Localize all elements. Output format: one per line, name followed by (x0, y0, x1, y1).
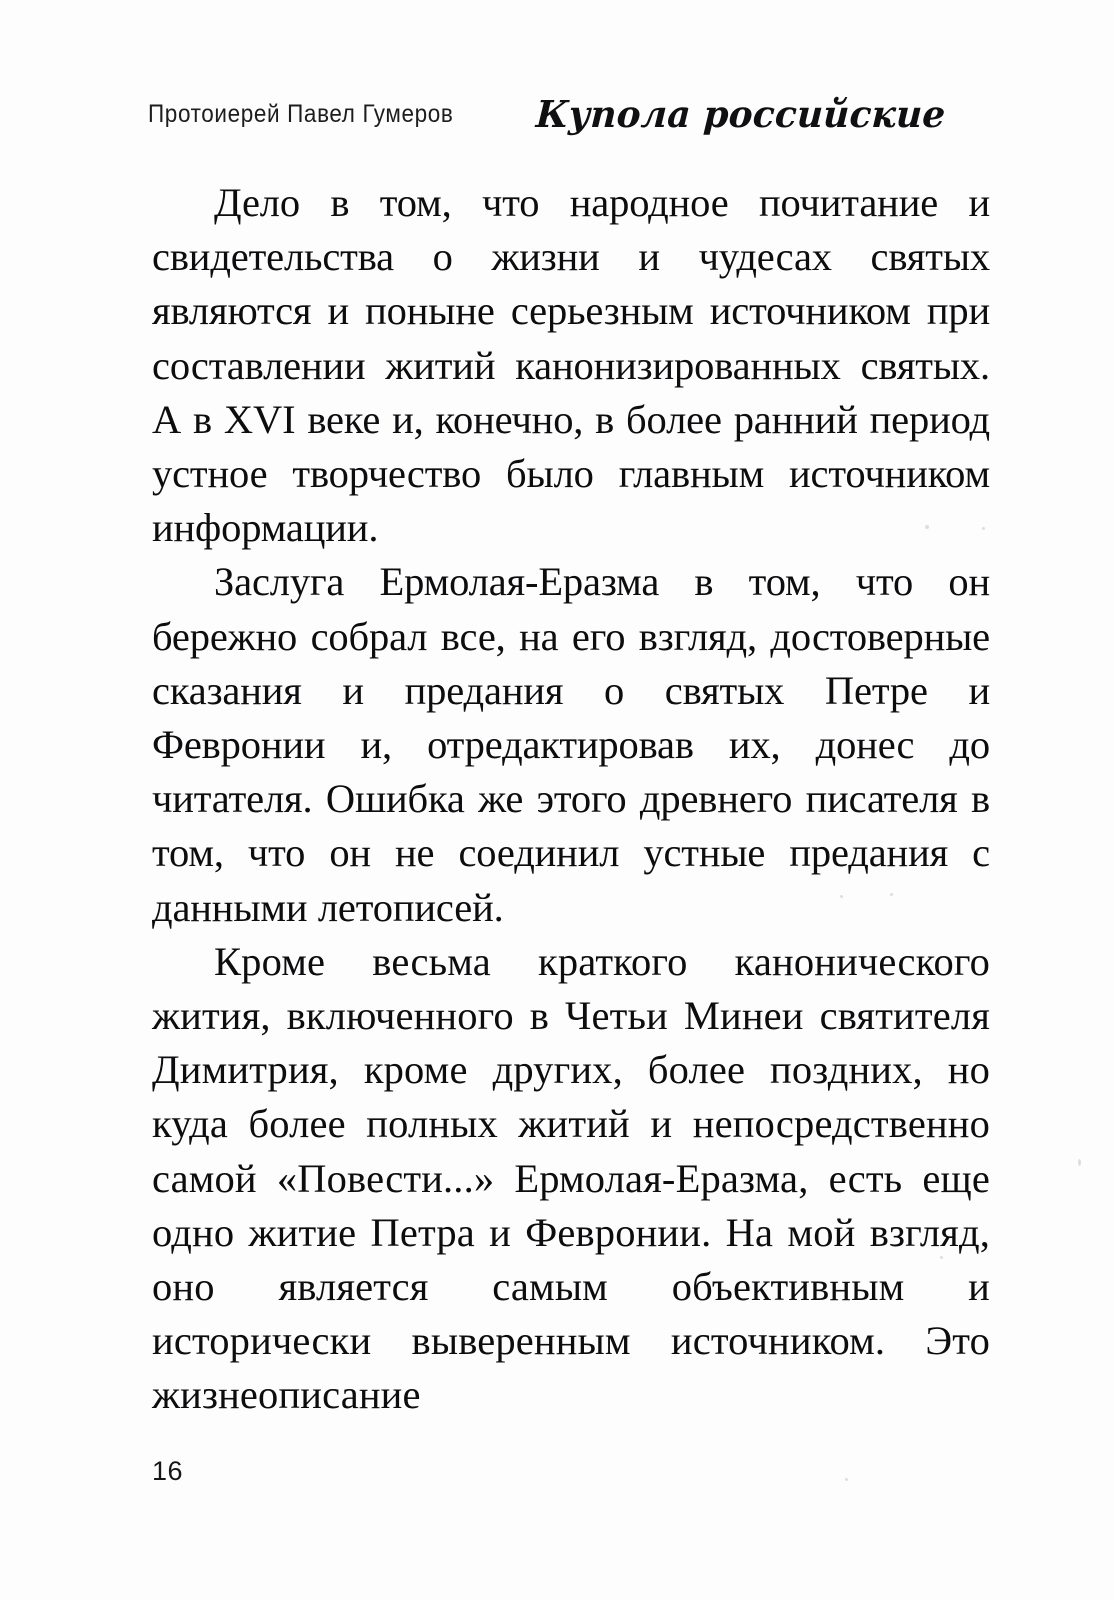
scan-speckle (1078, 1159, 1081, 1166)
paragraph: Заслуга Ермолая-Еразма в том, что он бережно собрал все, на его взгляд, достоверные сказания и предания о святых Петре и Февронии и, отредактировав их, донес до читателя. Ошибка же этого древнего писателя в том, что он не соединил устные предания с данными летописей. (152, 559, 990, 930)
author-name: Протоиерей Павел Гумеров (148, 100, 454, 128)
page-number: 16 (152, 1456, 184, 1486)
scan-speckle (845, 1478, 848, 1481)
paragraph: Кроме весьма краткого канонического жития, включенного в Четьи Минеи святителя Димитрия, кроме других, более поздних, но куда более полных житий и непосредственно самой «Повести...» Ермолая-Еразма, есть еще одно житие Петра и Февронии. На мой взгляд, оно является самым объективным и исторически выверенным источником. Это жизнеописание (152, 938, 990, 1418)
running-head (148, 92, 996, 148)
book-title: Купола российские (534, 92, 947, 136)
body-text-column (152, 176, 990, 1423)
paragraph: Дело в том, что народное почитание и свидетельства о жизни и чудесах святых являются и поныне серьезным источником при составлении житий канонизированных святых. А в XVI веке и, конечно, в более ранний период устное творчество было главным источником информации. (152, 180, 990, 551)
